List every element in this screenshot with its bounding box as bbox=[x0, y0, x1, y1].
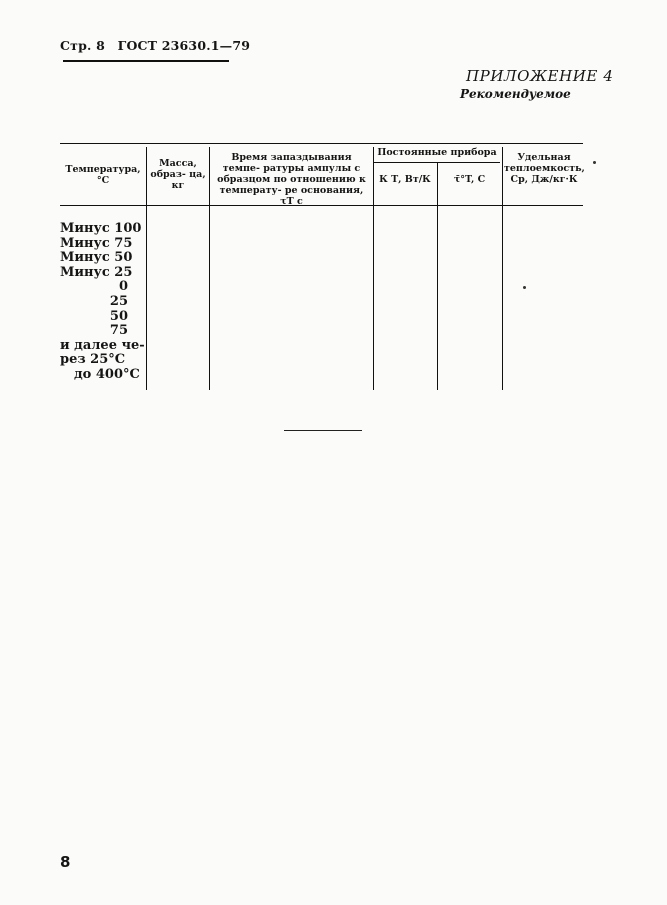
scan-speck bbox=[523, 286, 526, 289]
column-divider bbox=[502, 147, 503, 390]
appendix-subtitle: Рекомендуемое bbox=[460, 87, 571, 101]
row-label: до 400°С bbox=[74, 366, 140, 382]
row-label: и далее че- bbox=[60, 337, 145, 353]
header-rule bbox=[63, 60, 229, 62]
header-delay: Время запаздывания темпе- ратуры ампулы с образцом по отношению к температу- ре основания, τT с bbox=[217, 152, 366, 207]
table-top-rule bbox=[60, 143, 583, 144]
column-divider bbox=[146, 147, 147, 390]
data-table bbox=[60, 143, 583, 390]
column-divider bbox=[209, 147, 210, 390]
row-label: Минус 100 bbox=[60, 221, 142, 236]
standard-number: ГОСТ 23630.1—79 bbox=[117, 38, 251, 53]
end-rule bbox=[284, 430, 362, 431]
scan-speck bbox=[593, 161, 596, 164]
header-heat-capacity: Удельная теплоемкость, Cp, Дж/кг·К bbox=[504, 152, 585, 185]
page-label: Стр. 8 bbox=[60, 38, 106, 53]
header-temperature: Температура, °С bbox=[65, 164, 141, 186]
page-header bbox=[60, 38, 250, 53]
appendix-title: ПРИЛОЖЕНИЕ 4 bbox=[466, 67, 614, 85]
header-constants: Постоянные прибора bbox=[377, 147, 497, 158]
column-divider bbox=[437, 162, 438, 390]
row-label: Минус 75 bbox=[60, 235, 133, 251]
header-tau: τ̄°T, С bbox=[453, 174, 486, 185]
row-label: 50 bbox=[109, 308, 128, 324]
row-label: 0 bbox=[118, 279, 128, 295]
row-label: рез 25°С bbox=[60, 352, 126, 368]
row-label: Минус 25 bbox=[60, 264, 133, 280]
header-mass: Масса, образ- ца, кг bbox=[150, 158, 206, 191]
row-label: 25 bbox=[109, 293, 128, 309]
row-label: Минус 50 bbox=[60, 250, 133, 266]
page-number: 8 bbox=[60, 853, 71, 871]
temperature-column bbox=[60, 222, 146, 383]
header-k: К Т, Вт/К bbox=[379, 174, 431, 185]
row-label: 75 bbox=[109, 323, 128, 339]
